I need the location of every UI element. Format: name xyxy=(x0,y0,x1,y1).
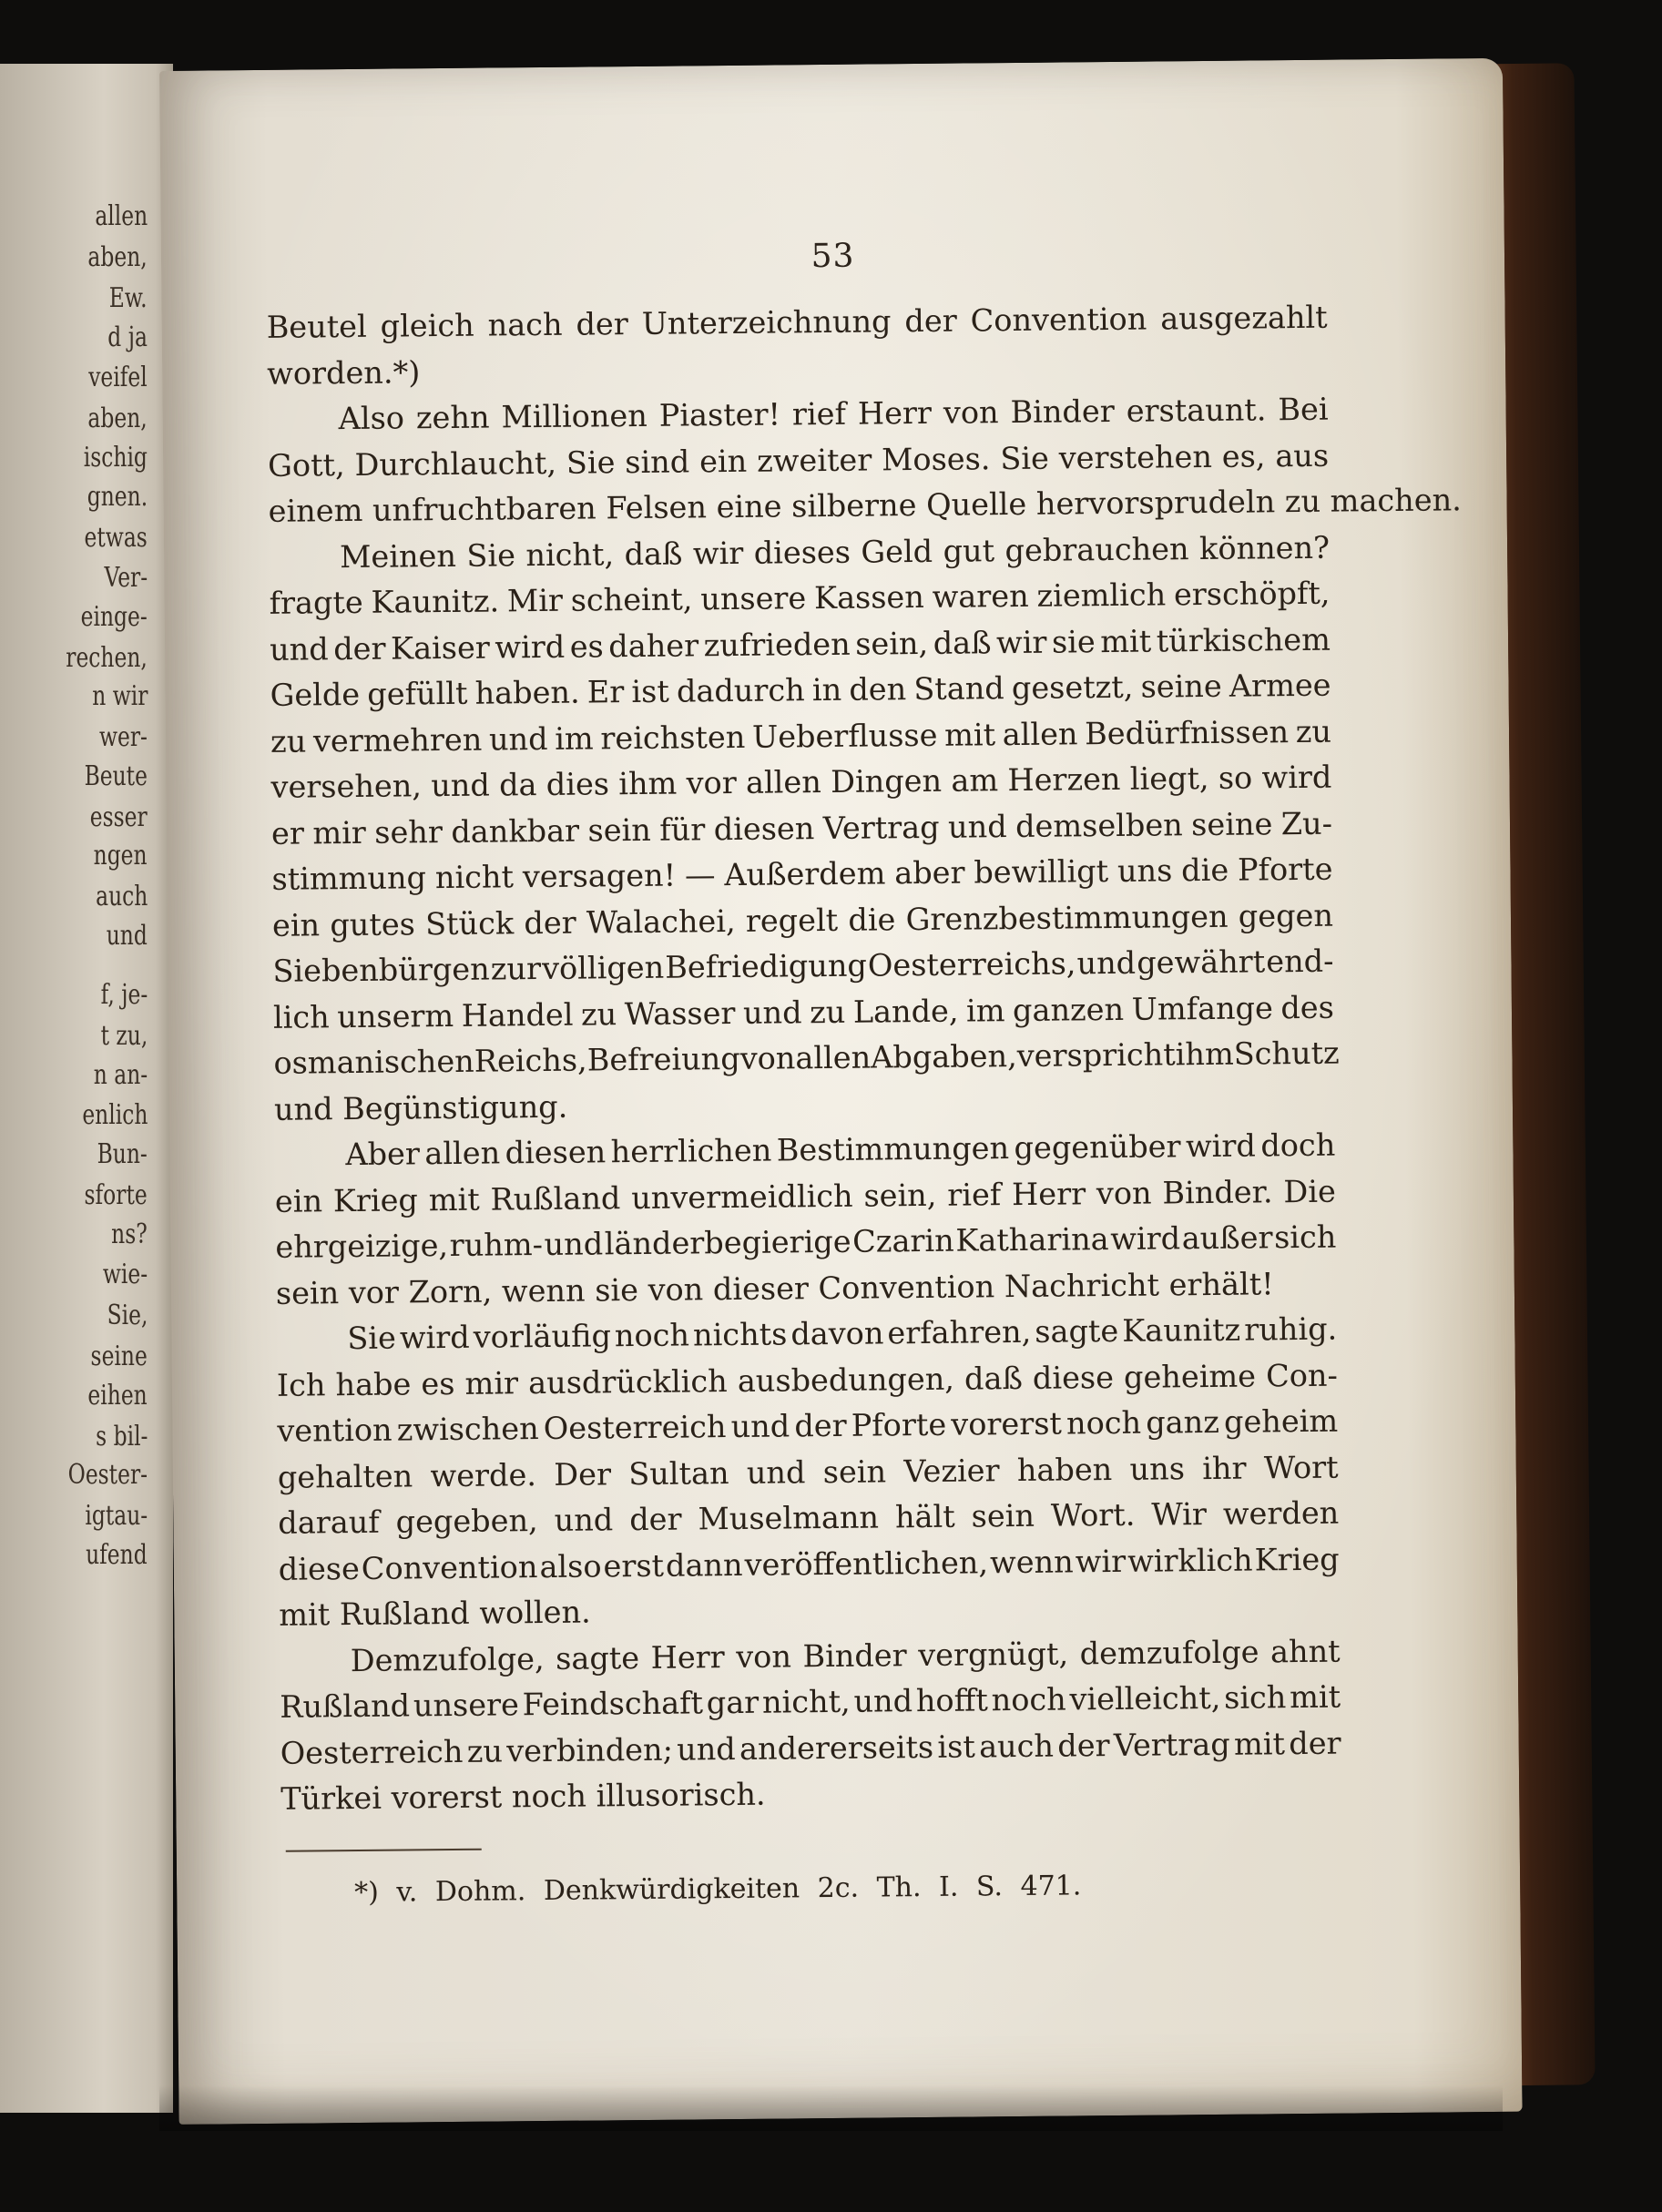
page-bottom-shadow xyxy=(159,2085,1503,2131)
left-page-fragment: aben, xyxy=(87,241,148,273)
text-line: stimmung nicht versagen! — Außerdem aber bewilligt uns die Pforte xyxy=(271,851,1333,897)
text-line: Oesterreich zu verbinden; und andererseits ist auch der Vertrag mit der xyxy=(280,1725,1341,1771)
left-page-fragment: ngen xyxy=(94,840,148,872)
left-page-fragment: Ver- xyxy=(104,562,148,594)
text-line: Türkei vorerst noch illusorisch. xyxy=(280,1776,766,1817)
left-page-fragment: ufend xyxy=(86,1539,148,1571)
left-page-fragment: f, je- xyxy=(100,979,148,1011)
text-line: einem unfruchtbaren Felsen eine silberne Quelle hervorsprudeln zu machen. xyxy=(268,482,1463,529)
left-page-fragment: esser xyxy=(90,801,148,833)
text-line: mit Rußland wollen. xyxy=(279,1594,591,1633)
left-page-fragment: einge- xyxy=(80,601,148,633)
left-page-fragment: Beute xyxy=(84,760,148,792)
left-page-fragment: rechen, xyxy=(66,642,148,674)
left-page-fragment: Bun- xyxy=(97,1138,148,1170)
text-line: versehen, und da dies ihm vor allen Dingen am Herzen liegt, so wird xyxy=(270,759,1332,805)
text-line: osmanischen Reichs, Befreiung von allen Abgaben, verspricht ihm Schutz xyxy=(273,1035,1340,1081)
left-page-fragment: n wir xyxy=(91,680,148,712)
text-line: gehalten werde. Der Sultan und sein Vezier haben uns ihr Wort xyxy=(277,1449,1339,1495)
text-line: zu vermehren und im reichsten Ueberflusse mit allen Bedürfnissen zu xyxy=(270,713,1332,759)
left-page-margin xyxy=(0,64,173,2113)
left-page-fragment: enlich xyxy=(81,1099,148,1131)
text-line: Demzufolge, sagte Herr von Binder vergnügt, demzufolge ahnt xyxy=(350,1633,1341,1678)
left-page-fragment: ischig xyxy=(83,442,148,474)
text-line: Aber allen diesen herrlichen Bestimmungen gegenüber wird doch xyxy=(345,1126,1336,1173)
text-line: ein Krieg mit Rußland unvermeidlich sein, rief Herr von Binder. Die xyxy=(274,1173,1337,1219)
text-line: ehrgeizige, ruhm- und länderbegierige Czarin Katharina wird außer sich xyxy=(275,1218,1337,1265)
left-page-fragment: aben, xyxy=(87,403,148,434)
left-page-fragment: wie- xyxy=(102,1259,148,1290)
text-line: Beutel gleich nach der Unterzeichnung der Convention ausgezahlt xyxy=(266,299,1328,345)
left-page-fragment: allen xyxy=(95,200,148,232)
text-line: ein gutes Stück der Walachei, regelt die Grenzbestimmungen gegen xyxy=(271,897,1334,943)
footnote: *) v. Dohm. Denkwürdigkeiten 2c. Th. I. S. 471. xyxy=(354,1870,1082,1910)
text-line: Gott, Durchlaucht, Sie sind ein zweiter Moses. Sie verstehen es, aus xyxy=(267,437,1330,484)
text-line: und der Kaiser wird es daher zufrieden sein, daß wir sie mit türkischem xyxy=(269,621,1331,668)
left-page-fragment: d ja xyxy=(107,321,148,353)
text-line: Ich habe es mir ausdrücklich ausbedungen, daß diese geheime Con- xyxy=(276,1357,1338,1403)
footnote-divider xyxy=(286,1849,482,1852)
left-page-fragment: wer- xyxy=(99,721,148,753)
left-page-fragment: n an- xyxy=(93,1059,148,1091)
left-page-fragment: Oester- xyxy=(67,1459,148,1491)
left-page-fragment: gnen. xyxy=(87,481,148,513)
left-page-fragment: igtau- xyxy=(85,1500,148,1532)
left-page-fragment: Ew. xyxy=(109,282,148,314)
left-page-fragment: Sie, xyxy=(107,1300,148,1331)
text-line: sein vor Zorn, wenn sie von dieser Convention Nachricht erhält! xyxy=(275,1265,1274,1311)
text-line: diese Convention also erst dann veröffentlichen, wenn wir wirklich Krieg xyxy=(278,1541,1340,1587)
left-page-fragment: s bil- xyxy=(95,1421,148,1453)
left-page-fragment: auch xyxy=(95,881,148,912)
text-line: darauf gegeben, und der Muselmann hält sein Wort. Wir werden xyxy=(278,1494,1340,1541)
left-page-fragment: etwas xyxy=(84,522,148,554)
left-page-fragment: veifel xyxy=(88,362,148,393)
text-line: Gelde gefüllt haben. Er ist dadurch in den Stand gesetzt, seine Armee xyxy=(270,667,1331,713)
text-line: Also zehn Millionen Piaster! rief Herr von Binder erstaunt. Bei xyxy=(338,391,1329,437)
left-page-fragment: und xyxy=(106,920,148,952)
text-line: vention zwischen Oesterreich und der Pforte vorerst noch ganz geheim xyxy=(277,1402,1339,1449)
text-line: und Begünstigung. xyxy=(273,1088,568,1127)
book-page xyxy=(159,58,1523,2125)
text-line: fragte Kaunitz. Mir scheint, unsere Kassen waren ziemlich erschöpft, xyxy=(269,575,1331,621)
text-line: er mir sehr dankbar sein für diesen Vertrag und demselben seine Zu- xyxy=(270,805,1333,851)
text-line: Siebenbürgen zur völligen Befriedigung Oesterreichs, und gewährt end- xyxy=(272,943,1334,989)
text-line: lich unserm Handel zu Wasser und zu Lande, im ganzen Umfange des xyxy=(272,989,1334,1035)
text-line: worden.*) xyxy=(267,353,421,392)
page-number: 53 xyxy=(811,237,855,276)
text-line: Meinen Sie nicht, daß wir dieses Geld gut gebrauchen können? xyxy=(339,529,1331,575)
left-page-fragment: ns? xyxy=(111,1218,148,1250)
body-text xyxy=(266,295,1463,1823)
left-page-fragment: t zu, xyxy=(100,1020,148,1052)
text-line: Rußland unsere Feindschaft gar nicht, und hofft noch vielleicht, sich mit xyxy=(280,1678,1341,1725)
left-page-fragment: eihen xyxy=(87,1380,148,1412)
text-line: Sie wird vorläufig noch nichts davon erfahren, sagte Kaunitz ruhig. xyxy=(347,1310,1338,1357)
left-page-fragment: sforte xyxy=(84,1179,148,1211)
left-page-fragment: seine xyxy=(90,1340,148,1372)
